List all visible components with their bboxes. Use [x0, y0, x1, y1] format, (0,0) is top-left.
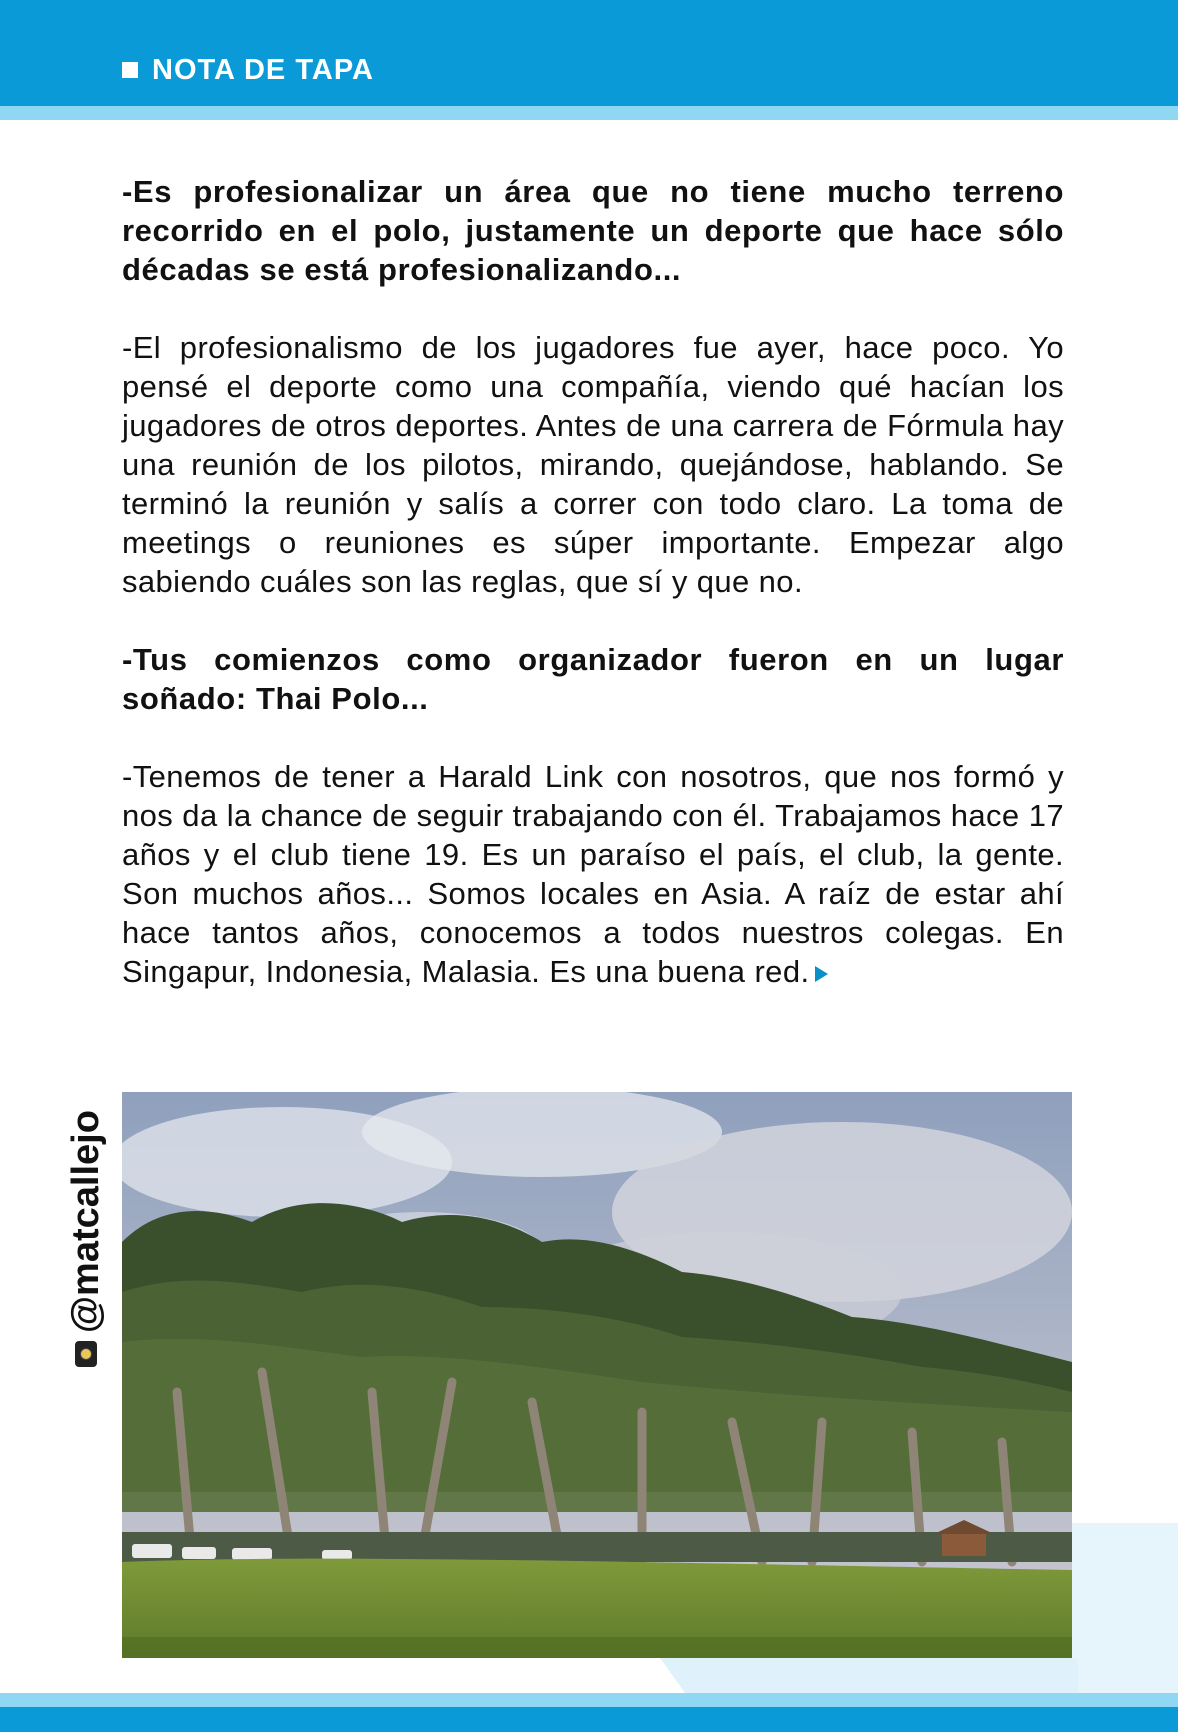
interview-answer: -El profesionalismo de los jugadores fue ayer, hace poco. Yo pensé el deporte como una compañía, viendo qué hacían los jugadores de otros deportes. Antes de una carrera de Fórmula hay una reunión de los pilotos, mirando, quejándose, hablando. Se terminó la reunión y salís a correr con todo claro. La toma de meetings o reuniones es súper importante. Empezar algo sabiendo cuáles son las reglas, que sí y que no. [122, 330, 1064, 599]
article-photo [122, 1092, 1072, 1658]
play-triangle-icon [815, 966, 828, 982]
interview-question: -Tus comienzos como organizador fueron en un lugar soñado: Thai Polo... [122, 642, 1064, 716]
section-label-text: NOTA DE TAPA [152, 53, 374, 86]
interview-question: -Es profesionalizar un área que no tiene mucho terreno recorrido en el polo, justamente un deporte que hace sólo décadas se está profesionalizando... [122, 174, 1064, 287]
decorative-panel [1072, 1523, 1178, 1693]
footer-stripe [0, 1693, 1178, 1707]
article-body [122, 172, 1064, 1030]
decorative-band [660, 1658, 1078, 1693]
square-bullet-icon [122, 62, 138, 78]
photo-credit [64, 1092, 108, 1367]
interview-answer-text: -Tenemos de tener a Harald Link con nosotros, que nos formó y nos da la chance de seguir trabajando con él. Trabajamos hace 17 años y el club tiene 19. Es un paraíso el país, el club, la gente. Son muchos años... Somos locales en Asia. A raíz de estar ahí hace tantos años, conocemos a todos nuestros colegas. En Singapur, Indonesia, Malasia. Es una buena red. [122, 759, 1064, 989]
header-stripe [0, 106, 1178, 120]
photo-credit-text: @matcallejo [64, 1110, 107, 1333]
interview-answer-last [122, 757, 1064, 991]
camera-icon [75, 1341, 97, 1367]
section-label [122, 50, 374, 90]
footer-bar [0, 1707, 1178, 1732]
